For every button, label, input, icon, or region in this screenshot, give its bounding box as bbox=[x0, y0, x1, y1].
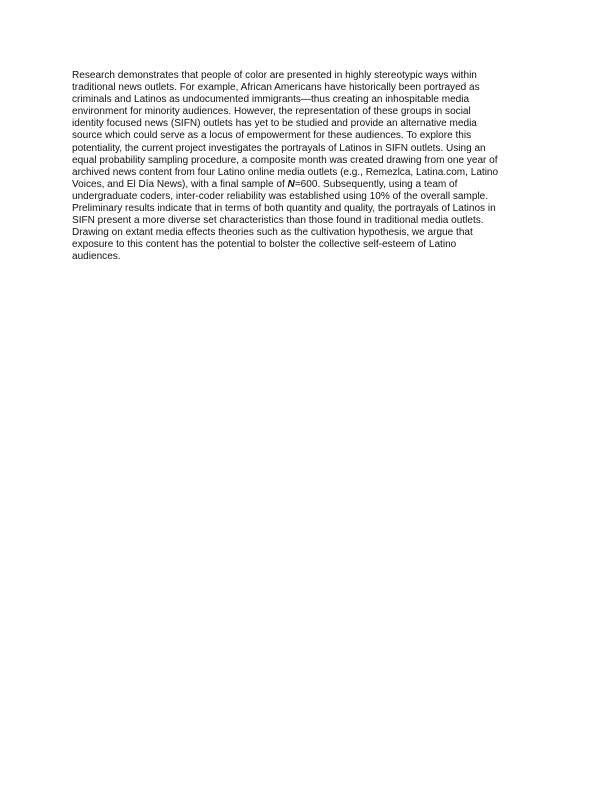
abstract-line: audiences. bbox=[72, 251, 121, 263]
abstract-line: Preliminary results indicate that in terms of both quantity and quality, the portrayals of Latinos in bbox=[72, 203, 496, 215]
abstract-text bbox=[72, 70, 552, 264]
abstract-line: Research demonstrates that people of color are presented in highly stereotypic ways within bbox=[72, 70, 477, 81]
abstract-line: archived news content from four Latino online media outlets (e.g., Remezlca, Latina.com, Latino bbox=[72, 166, 499, 178]
abstract-line: equal probability sampling procedure, a composite month was created drawing from one year of bbox=[72, 154, 498, 166]
sample-size-variable: N bbox=[287, 178, 295, 190]
abstract-line: source which could serve as a locus of empowerment for these audiences. To explore this bbox=[72, 130, 472, 142]
abstract-line: Drawing on extant media effects theories such as the cultivation hypothesis, we argue that bbox=[72, 227, 473, 239]
abstract-line: undergraduate coders, inter-coder reliability was established using 10% of the overall sample. bbox=[72, 190, 489, 202]
sample-size-text-before: Voices, and El Día News), with a final sample of bbox=[72, 178, 288, 190]
abstract-line: traditional news outlets. For example, African Americans have historically been portrayed as bbox=[72, 82, 480, 94]
abstract-line: environment for minority audiences. However, the representation of these groups in social bbox=[72, 106, 471, 118]
abstract-line: SIFN present a more diverse set characteristics than those found in traditional media outlets. bbox=[72, 215, 484, 227]
abstract-line: potentiality, the current project investigates the portrayals of Latinos in SIFN outlets. Using an bbox=[72, 142, 486, 154]
abstract-line: identity focused news (SIFN) outlets has yet to be studied and provide an alternative media bbox=[72, 118, 477, 130]
abstract-line: exposure to this content has the potential to bolster the collective self-esteem of Latino bbox=[72, 239, 457, 251]
abstract-line: criminals and Latinos as undocumented immigrants—thus creating an inhospitable media bbox=[72, 94, 470, 106]
sample-size-text-after: =600. Subsequently, using a team of bbox=[294, 178, 458, 190]
abstract-line-sample-size bbox=[72, 179, 552, 191]
